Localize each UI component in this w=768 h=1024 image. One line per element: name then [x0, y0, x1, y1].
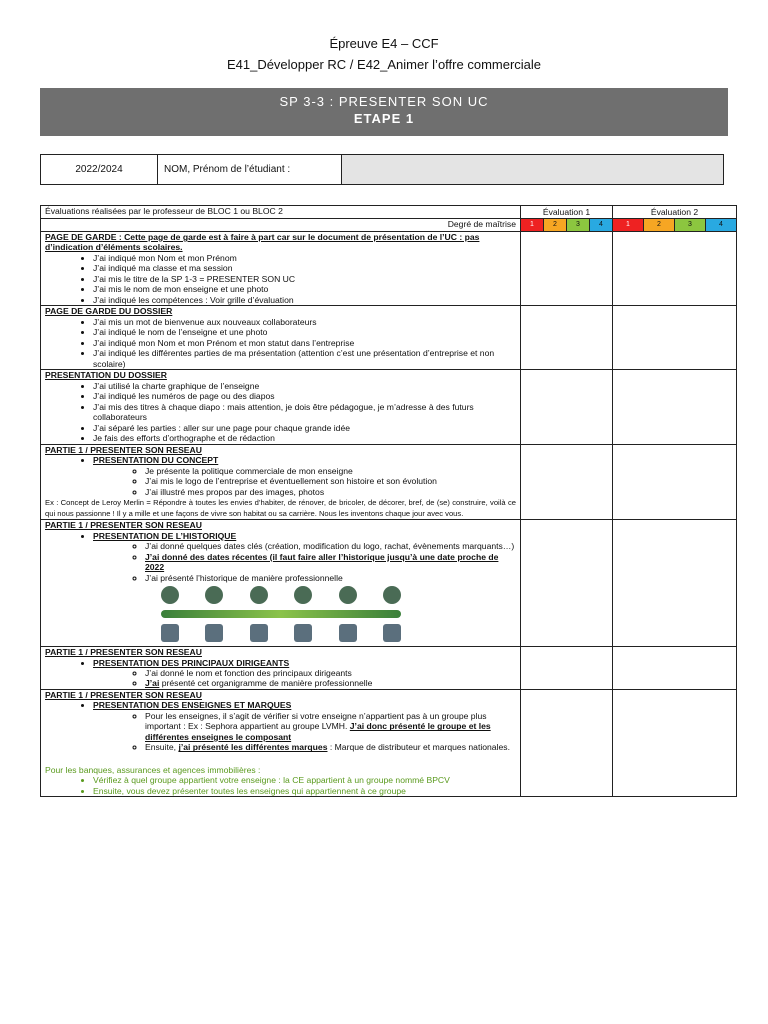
- evaluation-grid: [40, 205, 737, 797]
- evaluation-2-cell[interactable]: [613, 306, 737, 370]
- banner-line-1: SP 3-3 : PRESENTER SON UC: [279, 94, 489, 109]
- checklist-text: : Marque de distributeur et marques nationales.: [327, 742, 510, 753]
- checklist-item: [145, 711, 516, 742]
- checklist-item: • J’ai indiqué mon Nom et mon Prénom: [93, 253, 516, 263]
- evaluation-2-cell[interactable]: [613, 647, 737, 690]
- checklist-item: ◦ Je présente la politique commerciale de mon enseigne: [145, 466, 516, 476]
- checklist-text: Pour les enseignes, il s’agit de vérifier si votre enseigne n’appartient pas à un groupe plus important : Ex : Sephora appartient au groupe LVMH.: [145, 710, 487, 732]
- checklist-item: • J’ai indiqué le nom de l’enseigne et une photo: [93, 327, 516, 337]
- checklist-item: • J’ai indiqué les numéros de page ou des diapos: [93, 391, 516, 401]
- checklist-item: • J’ai mis le nom de mon enseigne et une photo: [93, 284, 516, 294]
- timeline-thumbnail: [161, 586, 179, 604]
- section-concept: [41, 444, 737, 519]
- section-page-de-garde: [41, 232, 737, 306]
- evaluation-1-cell[interactable]: [521, 647, 613, 690]
- checklist-item: • J’ai utilisé la charte graphique de l’enseigne: [93, 381, 516, 391]
- checklist-item: • J’ai mis le titre de la SP 1-3 = PRESENTER SON UC: [93, 274, 516, 284]
- checklist-item: ◦ J’ai donné le nom et fonction des principaux dirigeants: [145, 668, 516, 678]
- student-name-label: NOM, Prénom de l’étudiant :: [158, 155, 342, 184]
- timeline-thumbnail: [383, 586, 401, 604]
- section-presentation-dossier: [41, 370, 737, 444]
- timeline-bar: [161, 610, 401, 618]
- checklist-item: ◦ J’ai illustré mes propos par des images, photos: [145, 487, 516, 497]
- timeline-thumbnail: [294, 586, 312, 604]
- section-title: PAGE DE GARDE : Cette page de garde est à faire à part car sur le document de présentation de l’UC : pas d’indication d’éléments scolaires.: [45, 232, 480, 253]
- evaluation-1-cell[interactable]: [521, 444, 613, 519]
- checklist-item: [145, 678, 516, 688]
- evaluation-2-cell[interactable]: [613, 370, 737, 444]
- emphasis: J’ai: [145, 678, 160, 689]
- part-title: PARTIE 1 / PRESENTER SON RESEAU: [45, 689, 202, 700]
- timeline-thumbnail: [250, 624, 268, 642]
- evaluation-1-cell[interactable]: [521, 370, 613, 444]
- section-page-de-garde-dossier: [41, 306, 737, 370]
- section-enseignes-marques: [41, 689, 737, 796]
- checklist-item: ◦ J’ai donné des dates récentes (il faut faire aller l’historique jusqu’à une date proche de 2022: [145, 552, 516, 573]
- evaluation-1-cell[interactable]: [521, 306, 613, 370]
- section-dirigeants: [41, 647, 737, 690]
- evaluation-2-cell[interactable]: [613, 444, 737, 519]
- part-title: PARTIE 1 / PRESENTER SON RESEAU: [45, 520, 202, 531]
- eval1-level-3: 3: [567, 219, 590, 232]
- timeline-thumbnail: [161, 624, 179, 642]
- section-title: PAGE DE GARDE DU DOSSIER: [45, 306, 173, 317]
- subsection-title: • PRESENTATION DE L’HISTORIQUE: [93, 531, 516, 541]
- checklist-item: • J’ai indiqué les différentes parties de ma présentation (attention c’est une présentation d’entreprise et non scolaire): [93, 348, 516, 369]
- evaluation-1-header: Évaluation 1: [521, 206, 613, 219]
- timeline-thumbnail: [250, 586, 268, 604]
- timeline-thumbnail: [383, 624, 401, 642]
- checklist-item: • Je fais des efforts d’orthographe et de rédaction: [93, 433, 516, 443]
- checklist-item: • J’ai indiqué ma classe et ma session: [93, 263, 516, 273]
- timeline-thumbnail: [339, 624, 357, 642]
- document-subtitle: E41_Développer RC / E42_Animer l’offre commerciale: [226, 57, 542, 72]
- timeline-thumbnail: [205, 624, 223, 642]
- checklist-item: • J’ai mis un mot de bienvenue aux nouveaux collaborateurs: [93, 317, 516, 327]
- checklist-item: [145, 742, 516, 752]
- checklist-text: présenté cet organigramme de manière professionnelle: [159, 678, 373, 689]
- evaluation-2-header: Évaluation 2: [613, 206, 737, 219]
- eval1-level-2: 2: [544, 219, 567, 232]
- evaluations-label: Évaluations réalisées par le professeur de BLOC 1 ou BLOC 2: [41, 206, 521, 219]
- checklist-item: ◦ J’ai mis le logo de l’entreprise et éventuellement son histoire et son évolution: [145, 476, 516, 486]
- eval1-level-1: 1: [521, 219, 544, 232]
- degree-label: Degré de maîtrise: [41, 219, 521, 232]
- checklist-item: ◦ J’ai donné quelques dates clés (création, modification du logo, rachat, évènements marquants…): [145, 541, 516, 551]
- student-info-row: [40, 154, 724, 185]
- timeline-thumbnail: [294, 624, 312, 642]
- checklist-item: • J’ai indiqué les compétences : Voir grille d’évaluation: [93, 295, 516, 305]
- part-title: PARTIE 1 / PRESENTER SON RESEAU: [45, 647, 202, 658]
- title-banner: [40, 88, 728, 136]
- subsection-title: • PRESENTATION DES PRINCIPAUX DIRIGEANTS: [93, 658, 516, 668]
- eval1-level-4: 4: [590, 219, 613, 232]
- document-title: Épreuve E4 – CCF: [329, 36, 439, 51]
- checklist-item: • J’ai séparé les parties : aller sur une page pour chaque grande idée: [93, 423, 516, 433]
- checklist-item: ◦ J’ai présenté l’historique de manière professionnelle: [145, 573, 516, 583]
- checklist-text: Ensuite,: [145, 742, 179, 753]
- eval2-level-2: 2: [644, 219, 675, 232]
- green-note-item: • Ensuite, vous devez présenter toutes les enseignes qui appartiennent à ce groupe: [93, 786, 516, 796]
- eval2-level-3: 3: [675, 219, 706, 232]
- green-note-item: • Vérifiez à quel groupe appartient votre enseigne : la CE appartient à un groupe nommé BPCV: [93, 775, 516, 785]
- timeline-thumbnail: [339, 586, 357, 604]
- evaluation-1-cell[interactable]: [521, 520, 613, 647]
- checklist-item: • J’ai indiqué mon Nom et mon Prénom et mon statut dans l’entreprise: [93, 338, 516, 348]
- timeline-thumbnail: [205, 586, 223, 604]
- emphasis: j’ai présenté les différentes marques: [178, 742, 328, 753]
- subsection-title: • PRESENTATION DU CONCEPT: [93, 455, 516, 465]
- evaluation-2-cell[interactable]: [613, 520, 737, 647]
- subsection-title: • PRESENTATION DES ENSEIGNES ET MARQUES: [93, 700, 516, 710]
- section-title: PRESENTATION DU DOSSIER: [45, 370, 167, 381]
- part-title: PARTIE 1 / PRESENTER SON RESEAU: [45, 444, 202, 455]
- eval2-level-1: 1: [613, 219, 644, 232]
- eval2-level-4: 4: [706, 219, 737, 232]
- school-year: 2022/2024: [41, 155, 158, 184]
- green-note-intro: Pour les banques, assurances et agences immobilières :: [45, 764, 261, 775]
- evaluation-2-cell[interactable]: [613, 232, 737, 306]
- evaluation-1-cell[interactable]: [521, 689, 613, 796]
- emphasis: J’ai donc présenté le groupe et les différentes enseignes le composant: [145, 721, 491, 742]
- history-timeline-image: [161, 586, 401, 644]
- student-name-field[interactable]: [342, 155, 723, 184]
- banner-line-2: ETAPE 1: [353, 111, 415, 126]
- concept-example: Ex : Concept de Leroy Merlin = Répondre à toutes les envies d’habiter, de rénover, de bricoler, de décorer, bref, de (se) construire, voilà ce qui nous passionne ! Il y a mille et une façons de vivre son habitat ou sa carrière. Nous les inventons chaque jour avec vous.: [45, 498, 516, 519]
- evaluation-2-cell[interactable]: [613, 689, 737, 796]
- checklist-item: • J’ai mis des titres à chaque diapo : mais attention, je dois être pédagogue, je m’adresse à des futurs collaborateurs: [93, 402, 516, 423]
- section-historique: [41, 520, 737, 647]
- evaluation-1-cell[interactable]: [521, 232, 613, 306]
